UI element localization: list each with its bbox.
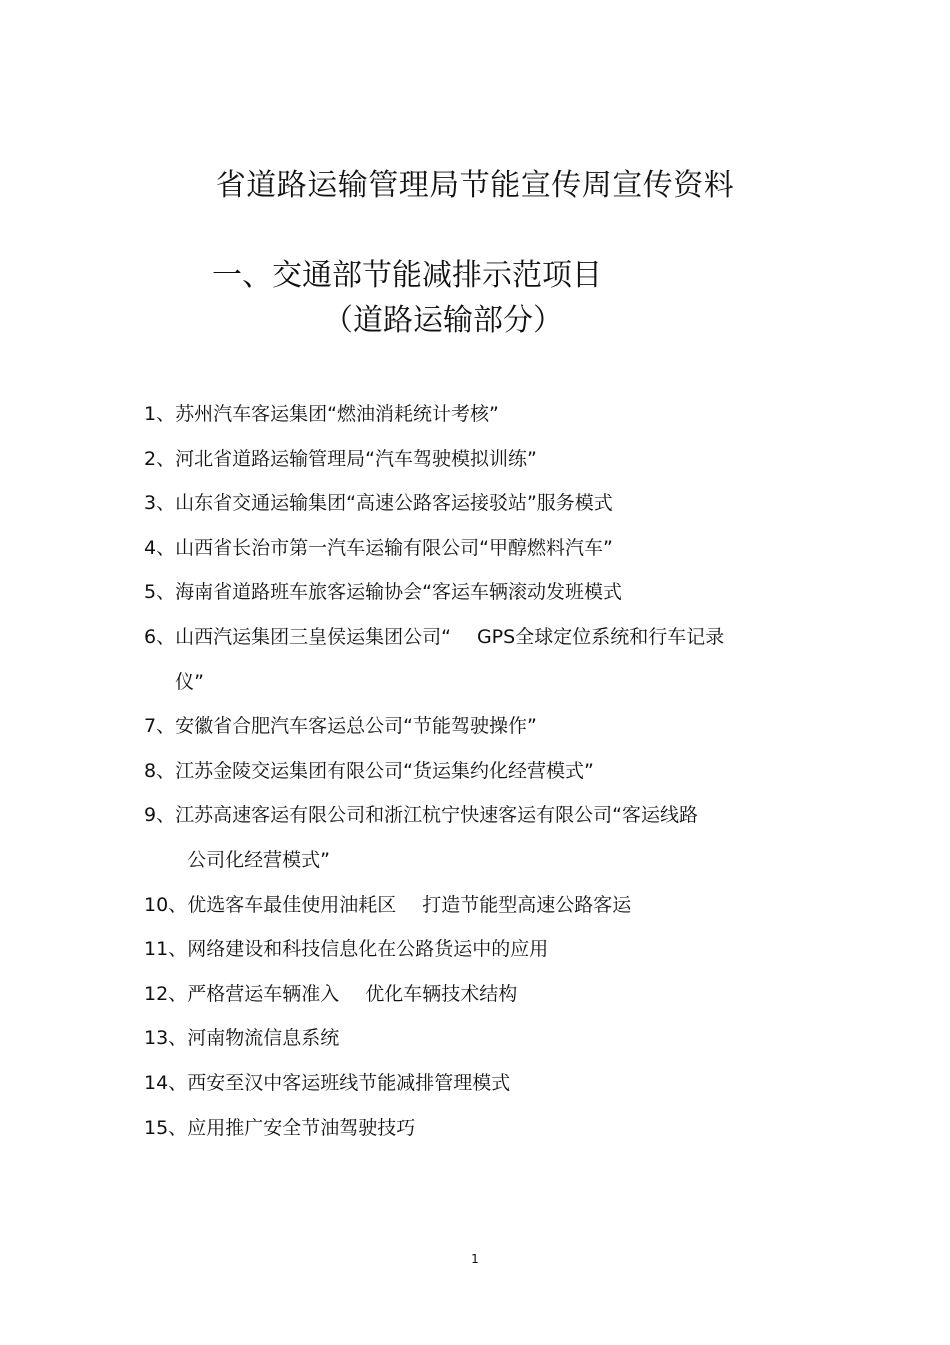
item-number: 10、 bbox=[144, 893, 188, 916]
list-item bbox=[144, 481, 824, 526]
item-text bbox=[175, 793, 698, 882]
list-item bbox=[144, 615, 824, 704]
list-item bbox=[144, 883, 824, 928]
item-text: 西安至汉中客运班线节能减排管理模式 bbox=[187, 1071, 511, 1094]
item-continuation: 公司化经营模式” bbox=[187, 848, 330, 871]
item-continuation: 仪” bbox=[175, 670, 204, 693]
list-item bbox=[144, 793, 824, 882]
item-text-part: 优化车辆技术结构 bbox=[365, 982, 518, 1005]
item-number: 15、 bbox=[144, 1116, 188, 1139]
list-item bbox=[144, 972, 824, 1017]
item-number: 14、 bbox=[144, 1071, 188, 1094]
item-number: 12、 bbox=[144, 982, 188, 1005]
item-text-part: 江苏高速客运有限公司和浙江杭宁快速客运有限公司“客运线路 bbox=[175, 804, 698, 827]
item-number: 5、 bbox=[144, 581, 176, 604]
item-text-part: GPS全球定位系统和行车记录 bbox=[476, 625, 725, 648]
item-text: 网络建设和科技信息化在公路货运中的应用 bbox=[187, 938, 549, 961]
item-text-part: 山西汽运集团三皇侯运集团公司“ bbox=[175, 625, 451, 648]
item-text bbox=[187, 883, 631, 928]
section-subheading: （道路运输部分） bbox=[323, 303, 563, 338]
project-list bbox=[144, 392, 824, 1150]
page-number: 1 bbox=[471, 1252, 479, 1266]
item-text bbox=[187, 972, 517, 1017]
section-heading: 一、交通部节能减排示范项目 bbox=[212, 258, 602, 293]
item-number: 2、 bbox=[144, 447, 176, 470]
item-text: 山西省长治市第一汽车运输有限公司“甲醇燃料汽车” bbox=[175, 536, 613, 559]
item-number: 1、 bbox=[144, 403, 176, 425]
list-item bbox=[144, 749, 824, 794]
item-number: 11、 bbox=[144, 938, 188, 961]
list-item bbox=[144, 704, 824, 749]
item-number: 7、 bbox=[144, 715, 176, 738]
list-item bbox=[144, 1106, 824, 1151]
item-text: 江苏金陵交运集团有限公司“货运集约化经营模式” bbox=[175, 759, 594, 782]
list-item bbox=[144, 927, 824, 972]
item-number: 9、 bbox=[144, 804, 176, 827]
item-number: 6、 bbox=[144, 625, 176, 648]
item-text: 山东省交通运输集团“高速公路客运接驳站”服务模式 bbox=[175, 492, 613, 515]
item-text: 苏州汽车客运集团“燃油消耗统计考核” bbox=[175, 403, 499, 425]
list-item bbox=[144, 392, 824, 437]
list-item bbox=[144, 526, 824, 571]
item-text: 海南省道路班车旅客运输协会“客运车辆滚动发班模式 bbox=[175, 581, 622, 604]
list-item bbox=[144, 1016, 824, 1061]
item-text: 河北省道路运输管理局“汽车驾驶模拟训练” bbox=[175, 447, 537, 470]
item-text: 应用推广安全节油驾驶技巧 bbox=[187, 1116, 416, 1139]
item-text-part: 严格营运车辆准入 bbox=[187, 982, 340, 1005]
list-item bbox=[144, 437, 824, 482]
item-text: 河南物流信息系统 bbox=[187, 1027, 340, 1050]
item-text bbox=[175, 615, 724, 704]
item-text-part: 打造节能型高速公路客运 bbox=[422, 893, 632, 916]
item-number: 4、 bbox=[144, 536, 176, 559]
document-title: 省道路运输管理局节能宣传周宣传资料 bbox=[215, 168, 735, 203]
item-number: 8、 bbox=[144, 759, 176, 782]
item-number: 3、 bbox=[144, 492, 176, 515]
list-item bbox=[144, 570, 824, 615]
list-item bbox=[144, 1061, 824, 1106]
item-text-part: 优选客车最佳使用油耗区 bbox=[187, 893, 397, 916]
item-number: 13、 bbox=[144, 1027, 188, 1050]
item-text: 安徽省合肥汽车客运总公司“节能驾驶操作” bbox=[175, 715, 537, 738]
